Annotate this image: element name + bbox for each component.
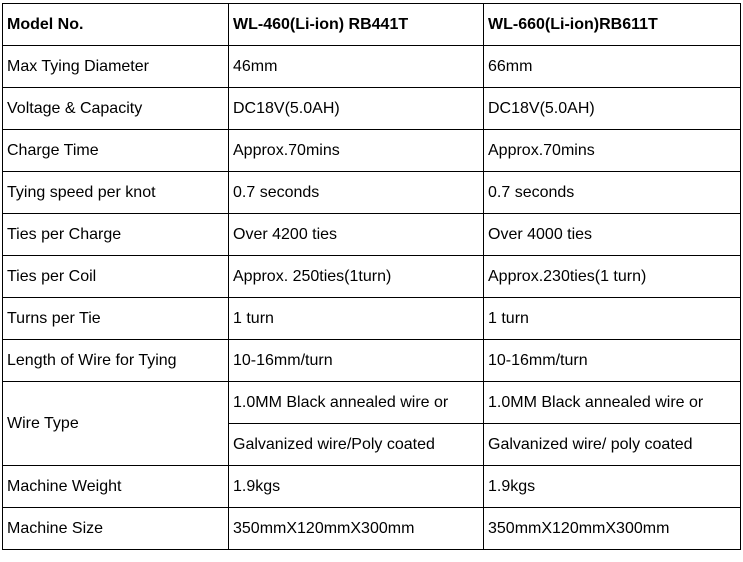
spec-value-model-2: 350mmX120mmX300mm [484,508,741,550]
spec-value-model-2: Approx.230ties(1 turn) [484,256,741,298]
spec-row-ties-per-charge [3,214,741,256]
spec-label: Voltage & Capacity [3,88,229,130]
spec-value-model-1: 1.9kgs [229,466,484,508]
spec-value-model-1: DC18V(5.0AH) [229,88,484,130]
model-2-name: WL-660(Li-ion)RB611T [484,4,741,46]
spec-label: Machine Size [3,508,229,550]
spec-value-model-2: 66mm [484,46,741,88]
spec-value-model-2: 10-16mm/turn [484,340,741,382]
spec-value-model-1: 0.7 seconds [229,172,484,214]
spec-label: Machine Weight [3,466,229,508]
spec-row-wire-type [3,382,741,424]
spec-label: Tying speed per knot [3,172,229,214]
spec-value-model-2: 1.9kgs [484,466,741,508]
spec-label: Max Tying Diameter [3,46,229,88]
spec-row-machine-size [3,508,741,550]
spec-value-model-1: 1 turn [229,298,484,340]
spec-row-turns-per-tie [3,298,741,340]
header-label: Model No. [3,4,229,46]
spec-label: Ties per Charge [3,214,229,256]
spec-label: Ties per Coil [3,256,229,298]
spec-label: Length of Wire for Tying [3,340,229,382]
spec-value-model-1: 350mmX120mmX300mm [229,508,484,550]
spec-value-model-2: Approx.70mins [484,130,741,172]
spec-value-model-1: 10-16mm/turn [229,340,484,382]
spec-value-model-2: Over 4000 ties [484,214,741,256]
spec-value-model-1: Galvanized wire/Poly coated [229,424,484,466]
model-1-name: WL-460(Li-ion) RB441T [229,4,484,46]
spec-value-model-2: 1 turn [484,298,741,340]
spec-value-model-2: DC18V(5.0AH) [484,88,741,130]
spec-row-max-tying-diameter [3,46,741,88]
spec-row-charge-time [3,130,741,172]
spec-value-model-2: Galvanized wire/ poly coated [484,424,741,466]
spec-row-voltage-capacity [3,88,741,130]
spec-row-tying-speed [3,172,741,214]
spec-value-model-1: 46mm [229,46,484,88]
spec-value-model-1: 1.0MM Black annealed wire or [229,382,484,424]
spec-row-machine-weight [3,466,741,508]
spec-value-model-2: 1.0MM Black annealed wire or [484,382,741,424]
spec-value-model-1: Approx. 250ties(1turn) [229,256,484,298]
spec-value-model-2: 0.7 seconds [484,172,741,214]
spec-label: Turns per Tie [3,298,229,340]
spec-value-model-1: Approx.70mins [229,130,484,172]
spec-row-ties-per-coil [3,256,741,298]
header-row [3,4,741,46]
spec-label: Wire Type [3,382,229,466]
spec-value-model-1: Over 4200 ties [229,214,484,256]
spec-label: Charge Time [3,130,229,172]
spec-table [2,3,741,550]
spec-row-wire-length [3,340,741,382]
